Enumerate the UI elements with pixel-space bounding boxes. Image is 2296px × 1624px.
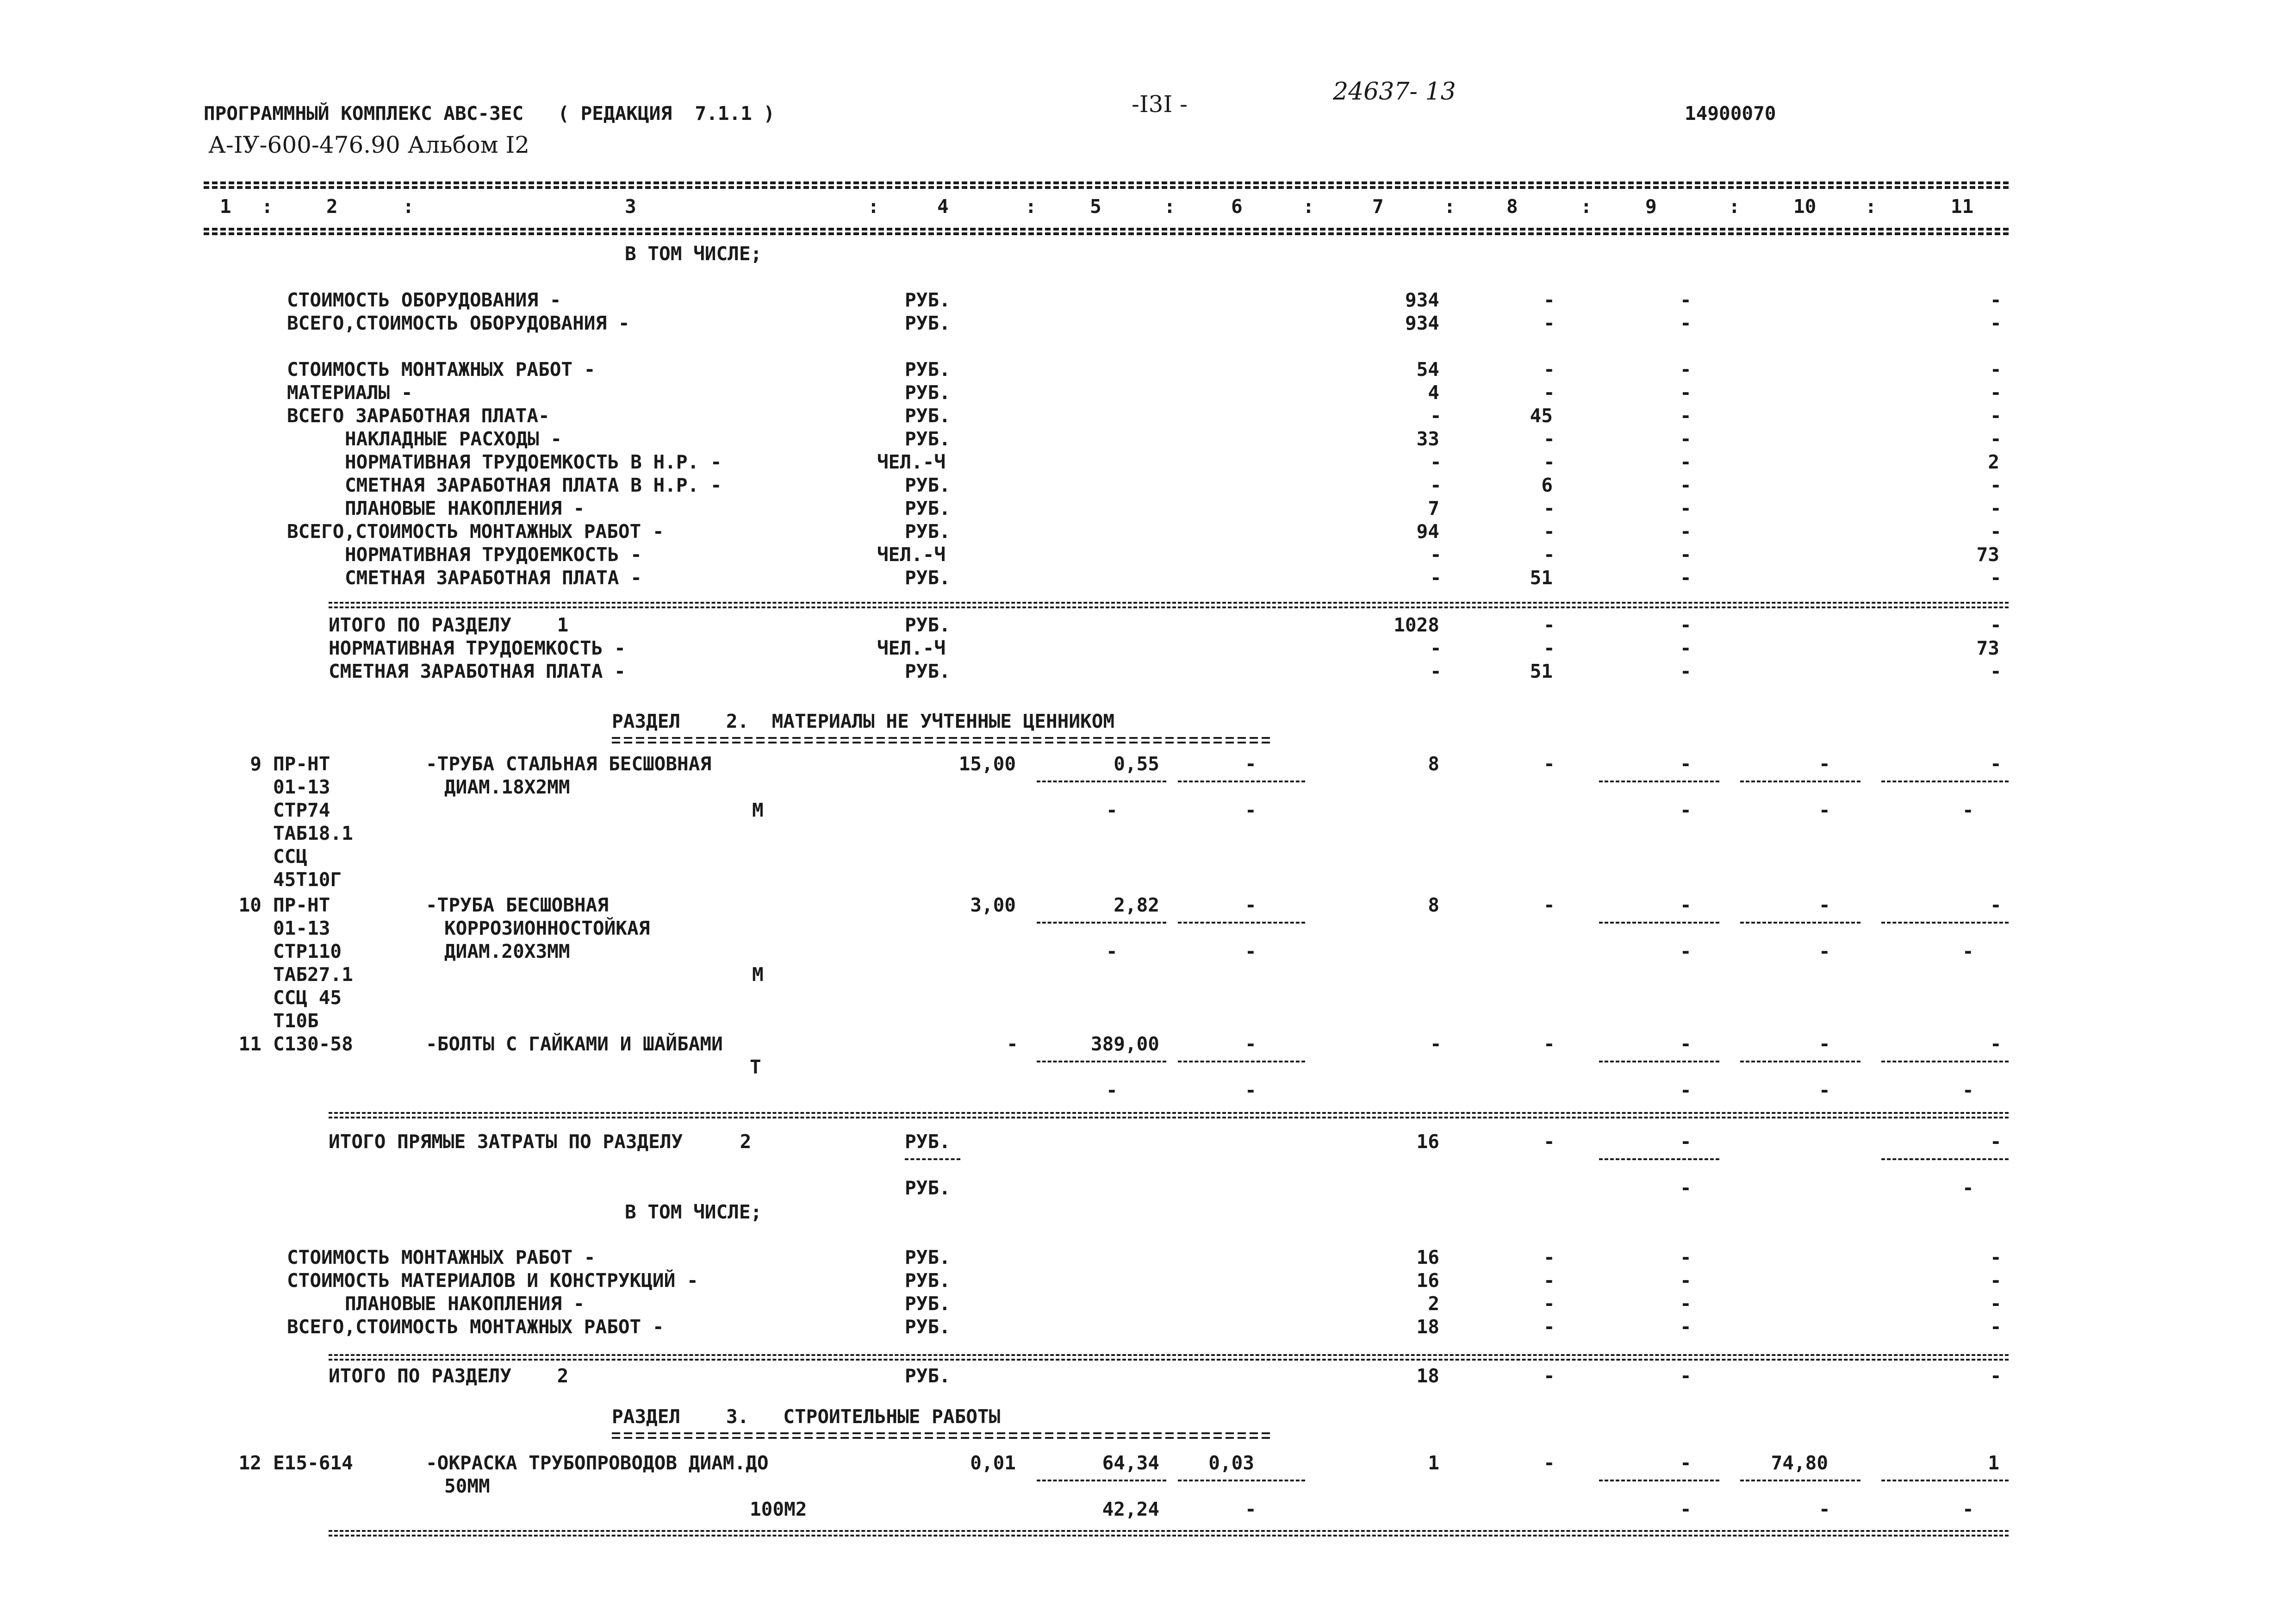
section1-line-c11: - bbox=[1990, 381, 2002, 404]
section1-line-c11: 73 bbox=[1976, 543, 1999, 566]
column-separator: : bbox=[1580, 195, 1592, 218]
section1-line-c8: - bbox=[1543, 428, 1555, 450]
item-code: Е15-614 bbox=[273, 1452, 353, 1474]
section1-line-unit: ЧЕЛ.-Ч bbox=[877, 451, 946, 473]
column-separator: : bbox=[1164, 195, 1176, 218]
section1-line-c8: - bbox=[1543, 543, 1555, 566]
item-secondary-r6: - bbox=[1245, 1498, 1257, 1520]
section2-line-name: ПЛАНОВЫЕ НАКОПЛЕНИЯ - bbox=[345, 1293, 585, 1315]
section2-total-c7: 18 bbox=[1416, 1365, 1439, 1387]
item-subrule-c10 bbox=[1740, 1480, 1860, 1481]
section1-line-c8: - bbox=[1543, 312, 1555, 334]
section1-total-c11: 73 bbox=[1976, 637, 1999, 659]
section2-line-c9: - bbox=[1680, 1246, 1692, 1268]
column-separator: : bbox=[1865, 195, 1877, 218]
section2-direct-subrule-c9 bbox=[1599, 1158, 1719, 1160]
item-secondary-r5: - bbox=[1106, 940, 1118, 962]
item-description-line: -ТРУБА СТАЛЬНАЯ БЕСШОВНАЯ bbox=[426, 753, 712, 775]
item-description-line: -ОКРАСКА ТРУБОПРОВОДОВ ДИАМ.ДО bbox=[426, 1452, 769, 1474]
section1-line-c9: - bbox=[1680, 312, 1692, 334]
item-code-line: 01-13 bbox=[273, 776, 330, 798]
section1-line-c9: - bbox=[1680, 405, 1692, 427]
section1-line-name: НОРМАТИВНАЯ ТРУДОЕМКОСТЬ - bbox=[345, 543, 642, 566]
section2-total-divider-2 bbox=[329, 1359, 2009, 1361]
item-c10: - bbox=[1819, 894, 1830, 916]
item-c8: - bbox=[1543, 753, 1555, 775]
section2-direct-c8: - bbox=[1543, 1131, 1555, 1153]
item-secondary-r6: - bbox=[1245, 799, 1257, 821]
item-secondary-r10: - bbox=[1819, 940, 1830, 962]
item-c10: 74,80 bbox=[1771, 1452, 1828, 1474]
section1-line-c9: - bbox=[1680, 543, 1692, 566]
section3-bottom-rule-2 bbox=[329, 1535, 2009, 1537]
section1-line-c9: - bbox=[1680, 497, 1692, 519]
item-secondary-r5: - bbox=[1106, 799, 1118, 821]
section1-line-unit: РУБ. bbox=[905, 567, 951, 589]
section2-line-c8: - bbox=[1543, 1293, 1555, 1315]
section1-line-name: ВСЕГО,СТОИМОСТЬ ОБОРУДОВАНИЯ - bbox=[287, 312, 630, 334]
section1-line-c7: - bbox=[1430, 474, 1442, 496]
section2-items-divider bbox=[329, 1112, 2009, 1114]
section1-line-c7: - bbox=[1430, 405, 1442, 427]
item-subrule-c9 bbox=[1599, 1061, 1719, 1062]
section1-line-c8: 51 bbox=[1530, 567, 1553, 589]
item-subrule-c6 bbox=[1178, 1480, 1305, 1481]
section1-line-c9: - bbox=[1680, 289, 1692, 311]
section2-direct-c7: 16 bbox=[1416, 1131, 1439, 1153]
item-c5: 2,82 bbox=[1114, 894, 1159, 916]
item-number: 11 bbox=[238, 1033, 261, 1055]
section1-line-c7: 934 bbox=[1405, 312, 1439, 334]
item-subrule-c11 bbox=[1881, 1061, 2009, 1062]
section1-line-name: СТОИМОСТЬ МОНТАЖНЫХ РАБОТ - bbox=[287, 358, 596, 381]
item-code-line: ТАБ27.1 bbox=[273, 963, 353, 986]
item-subrule-c5 bbox=[1037, 781, 1166, 782]
item-unit: М bbox=[752, 963, 764, 986]
section2-line-c8: - bbox=[1543, 1316, 1555, 1338]
section2-direct-c9: - bbox=[1680, 1131, 1692, 1153]
item-subrule-c11 bbox=[1881, 922, 2009, 924]
item-subrule-c6 bbox=[1178, 781, 1305, 782]
section1-line-c9: - bbox=[1680, 520, 1692, 543]
item-code-line: ПР-НТ bbox=[273, 894, 330, 916]
header-rule-top-2 bbox=[204, 186, 2009, 189]
section1-total-name: ИТОГО ПО РАЗДЕЛУ 1 bbox=[329, 614, 569, 636]
section1-total-c8: 51 bbox=[1530, 660, 1553, 682]
section3-bottom-rule bbox=[329, 1530, 2009, 1532]
column-separator: : bbox=[403, 195, 414, 218]
section2-line-unit: РУБ. bbox=[905, 1293, 951, 1315]
section1-total-c11: - bbox=[1990, 614, 2002, 636]
section1-line-c11: 2 bbox=[1988, 451, 1999, 473]
column-number-4: 4 bbox=[937, 195, 949, 218]
section2-total-divider bbox=[329, 1354, 2009, 1356]
section1-line-c11: - bbox=[1990, 474, 2002, 496]
section1-line-c7: 7 bbox=[1428, 497, 1439, 519]
section1-line-c11: - bbox=[1990, 312, 2002, 334]
section1-total-name: НОРМАТИВНАЯ ТРУДОЕМКОСТЬ - bbox=[329, 637, 626, 659]
item-secondary-r5: - bbox=[1106, 1079, 1118, 1101]
item-c11: - bbox=[1990, 1033, 2002, 1055]
column-separator: : bbox=[1025, 195, 1037, 218]
section1-line-c9: - bbox=[1680, 567, 1692, 589]
item-subrule-c9 bbox=[1599, 922, 1719, 924]
section2-direct-secondary-c11: - bbox=[1962, 1177, 1974, 1199]
section2-total-c9: - bbox=[1680, 1365, 1692, 1387]
section1-line-unit: РУБ. bbox=[905, 520, 951, 543]
item-secondary-r6: - bbox=[1245, 1079, 1257, 1101]
item-c8: - bbox=[1543, 1033, 1555, 1055]
section1-line-c7: 934 bbox=[1405, 289, 1439, 311]
album-reference: А-IУ-600-476.90 Альбом I2 bbox=[208, 131, 530, 158]
item-secondary-r9: - bbox=[1680, 940, 1692, 962]
section2-direct-unit-secondary: РУБ. bbox=[905, 1177, 951, 1199]
column-separator: : bbox=[1303, 195, 1314, 218]
section1-line-c7: - bbox=[1430, 451, 1442, 473]
column-number-1: 1 bbox=[220, 195, 231, 218]
section1-line-unit: РУБ. bbox=[905, 497, 951, 519]
section1-divider bbox=[329, 602, 2009, 604]
section1-total-unit: ЧЕЛ.-Ч bbox=[877, 637, 946, 659]
item-unit: 100М2 bbox=[750, 1498, 807, 1520]
item-c5: 0,55 bbox=[1114, 753, 1159, 775]
section1-total-c7: - bbox=[1430, 637, 1442, 659]
item-code-line: ТАБ18.1 bbox=[273, 822, 353, 844]
item-c4: 3,00 bbox=[970, 894, 1016, 916]
section1-line-c8: 45 bbox=[1530, 405, 1553, 427]
section2-title: РАЗДЕЛ 2. МАТЕРИАЛЫ НЕ УЧТЕННЫЕ ЦЕННИКОМ bbox=[612, 710, 1115, 732]
section1-line-name: СМЕТНАЯ ЗАРАБОТНАЯ ПЛАТА В Н.Р. - bbox=[345, 474, 722, 496]
item-secondary-r9: - bbox=[1680, 1079, 1692, 1101]
section1-line-name: ВСЕГО,СТОИМОСТЬ МОНТАЖНЫХ РАБОТ - bbox=[287, 520, 664, 543]
section2-total-name: ИТОГО ПО РАЗДЕЛУ 2 bbox=[329, 1365, 569, 1387]
item-c6: - bbox=[1245, 894, 1257, 916]
section1-total-c7: 1028 bbox=[1394, 614, 1439, 636]
item-c9: - bbox=[1680, 894, 1692, 916]
item-subrule-c10 bbox=[1740, 781, 1860, 782]
section1-line-c7: 54 bbox=[1416, 358, 1439, 381]
section2-line-unit: РУБ. bbox=[905, 1269, 951, 1292]
item-description-line: ДИАМ.18Х2ММ bbox=[444, 776, 570, 798]
item-subrule-c11 bbox=[1881, 1480, 2009, 1481]
section2-direct-name: ИТОГО ПРЯМЫЕ ЗАТРАТЫ ПО РАЗДЕЛУ 2 bbox=[329, 1131, 752, 1153]
item-secondary-r10: - bbox=[1819, 1079, 1830, 1101]
item-description-line: КОРРОЗИОННОСТОЙКАЯ bbox=[444, 917, 650, 939]
item-secondary-r11: - bbox=[1962, 940, 1974, 962]
item-description-line: ДИАМ.20Х3ММ bbox=[444, 940, 570, 962]
section1-line-unit: РУБ. bbox=[905, 474, 951, 496]
column-number-9: 9 bbox=[1645, 195, 1657, 218]
section1-line-c11: - bbox=[1990, 405, 2002, 427]
section2-line-name: СТОИМОСТЬ МОНТАЖНЫХ РАБОТ - bbox=[287, 1246, 596, 1268]
section1-line-name: МАТЕРИАЛЫ - bbox=[287, 381, 413, 404]
item-subrule-c9 bbox=[1599, 1480, 1719, 1481]
item-c11: - bbox=[1990, 894, 2002, 916]
section1-line-unit: РУБ. bbox=[905, 289, 951, 311]
section2-line-unit: РУБ. bbox=[905, 1316, 951, 1338]
item-c8: - bbox=[1543, 1452, 1555, 1474]
item-code-line: ПР-НТ bbox=[273, 753, 330, 775]
section1-line-name: ВСЕГО ЗАРАБОТНАЯ ПЛАТА- bbox=[287, 405, 550, 427]
item-subrule-c5 bbox=[1037, 1061, 1166, 1062]
section2-total-c11: - bbox=[1990, 1365, 2002, 1387]
section2-items-divider-2 bbox=[329, 1117, 2009, 1118]
section1-line-c7: 4 bbox=[1428, 381, 1439, 404]
section1-total-unit: РУБ. bbox=[905, 660, 951, 682]
column-number-10: 10 bbox=[1793, 195, 1817, 218]
section2-line-c9: - bbox=[1680, 1293, 1692, 1315]
section2-line-name: СТОИМОСТЬ МАТЕРИАЛОВ И КОНСТРУКЦИЙ - bbox=[287, 1269, 698, 1292]
item-c11: 1 bbox=[1988, 1452, 1999, 1474]
item-c6: - bbox=[1245, 1033, 1257, 1055]
section1-line-c8: - bbox=[1543, 497, 1555, 519]
column-number-3: 3 bbox=[625, 195, 636, 218]
section2-line-c8: - bbox=[1543, 1246, 1555, 1268]
column-number-5: 5 bbox=[1090, 195, 1101, 218]
item-subrule-c6 bbox=[1178, 1061, 1305, 1062]
section1-line-c8: - bbox=[1543, 520, 1555, 543]
program-title: ПРОГРАММНЫЙ КОМПЛЕКС АВС-3ЕС ( РЕДАКЦИЯ 7.1.1 ) bbox=[204, 102, 775, 125]
column-separator: : bbox=[868, 195, 879, 218]
item-secondary-r10: - bbox=[1819, 799, 1830, 821]
section1-line-c9: - bbox=[1680, 381, 1692, 404]
column-separator: : bbox=[1444, 195, 1456, 218]
section1-divider-2 bbox=[329, 606, 2009, 608]
item-secondary-r11: - bbox=[1962, 799, 1974, 821]
section1-line-name: СМЕТНАЯ ЗАРАБОТНАЯ ПЛАТА - bbox=[345, 567, 642, 589]
section2-line-c11: - bbox=[1990, 1293, 2002, 1315]
item-c11: - bbox=[1990, 753, 2002, 775]
item-c5: 64,34 bbox=[1102, 1452, 1159, 1474]
section2-direct-c11: - bbox=[1990, 1131, 2002, 1153]
column-number-6: 6 bbox=[1231, 195, 1243, 218]
section1-line-unit: РУБ. bbox=[905, 428, 951, 450]
column-separator: : bbox=[261, 195, 273, 218]
section1-line-name: НОРМАТИВНАЯ ТРУДОЕМКОСТЬ В Н.Р. - bbox=[345, 451, 722, 473]
section1-line-c11: - bbox=[1990, 289, 2002, 311]
column-number-11: 11 bbox=[1951, 195, 1974, 218]
column-number-2: 2 bbox=[326, 195, 338, 218]
item-code-line: Т10Б bbox=[273, 1010, 319, 1032]
item-c6: - bbox=[1245, 753, 1257, 775]
header-rule-bottom bbox=[204, 228, 2009, 231]
section1-line-name: ПЛАНОВЫЕ НАКОПЛЕНИЯ - bbox=[345, 497, 585, 519]
column-number-7: 7 bbox=[1372, 195, 1384, 218]
item-code-line: СТР74 bbox=[273, 799, 330, 821]
header-rule-bottom-2 bbox=[204, 232, 2009, 235]
section1-line-unit: РУБ. bbox=[905, 381, 951, 404]
section1-line-unit: РУБ. bbox=[905, 358, 951, 381]
item-secondary-r5: 42,24 bbox=[1102, 1498, 1159, 1520]
section2-total-unit: РУБ. bbox=[905, 1365, 951, 1387]
section2-direct-secondary-c9: - bbox=[1680, 1177, 1692, 1199]
section1-line-c7: - bbox=[1430, 567, 1442, 589]
section3-title-underline bbox=[612, 1432, 1274, 1439]
section1-line-c9: - bbox=[1680, 428, 1692, 450]
item-subrule-c10 bbox=[1740, 1061, 1860, 1062]
section1-line-c11: - bbox=[1990, 358, 2002, 381]
item-number: 9 bbox=[250, 753, 261, 775]
section2-line-c7: 18 bbox=[1416, 1316, 1439, 1338]
section2-title-underline bbox=[612, 737, 1274, 743]
column-number-8: 8 bbox=[1506, 195, 1518, 218]
item-c7: 8 bbox=[1428, 753, 1439, 775]
item-subrule-c5 bbox=[1037, 1480, 1166, 1481]
section2-line-c7: 16 bbox=[1416, 1246, 1439, 1268]
section1-line-c8: - bbox=[1543, 358, 1555, 381]
section2-direct-subrule-unit bbox=[905, 1158, 960, 1160]
section1-line-c8: - bbox=[1543, 381, 1555, 404]
section1-line-c11: - bbox=[1990, 567, 2002, 589]
section2-line-c7: 2 bbox=[1428, 1293, 1439, 1315]
section1-line-unit: РУБ. bbox=[905, 312, 951, 334]
section1-total-c7: - bbox=[1430, 660, 1442, 682]
item-c10: - bbox=[1819, 753, 1830, 775]
item-subrule-c10 bbox=[1740, 922, 1860, 924]
section1-including-label: В ТОМ ЧИСЛЕ; bbox=[625, 243, 762, 265]
section1-total-c9: - bbox=[1680, 637, 1692, 659]
section1-line-c8: - bbox=[1543, 451, 1555, 473]
section1-line-c11: - bbox=[1990, 497, 2002, 519]
item-c5: 389,00 bbox=[1090, 1033, 1159, 1055]
item-secondary-r9: - bbox=[1680, 799, 1692, 821]
section2-line-c11: - bbox=[1990, 1246, 2002, 1268]
item-secondary-r11: - bbox=[1962, 1498, 1974, 1520]
section3-title: РАЗДЕЛ 3. СТРОИТЕЛЬНЫЕ РАБОТЫ bbox=[612, 1405, 1001, 1428]
item-code-line: С130-58 bbox=[273, 1033, 353, 1055]
section1-line-c9: - bbox=[1680, 358, 1692, 381]
item-subrule-c6 bbox=[1178, 922, 1305, 924]
item-c9: - bbox=[1680, 1033, 1692, 1055]
section1-line-c11: - bbox=[1990, 520, 2002, 543]
item-c9: - bbox=[1680, 753, 1692, 775]
document-code: 14900070 bbox=[1685, 102, 1776, 125]
section1-total-c8: - bbox=[1543, 614, 1555, 636]
item-c10: - bbox=[1819, 1033, 1830, 1055]
section2-line-c11: - bbox=[1990, 1269, 2002, 1292]
item-c4: - bbox=[1007, 1033, 1018, 1055]
item-subrule-c11 bbox=[1881, 781, 2009, 782]
section1-total-name: СМЕТНАЯ ЗАРАБОТНАЯ ПЛАТА - bbox=[329, 660, 626, 682]
header-rule-top bbox=[204, 181, 2009, 184]
section1-line-c9: - bbox=[1680, 451, 1692, 473]
item-c6: 0,03 bbox=[1208, 1452, 1254, 1474]
section2-line-c8: - bbox=[1543, 1269, 1555, 1292]
item-code-line: СТР110 bbox=[273, 940, 342, 962]
item-c8: - bbox=[1543, 894, 1555, 916]
section1-total-c8: - bbox=[1543, 637, 1555, 659]
section2-line-name: ВСЕГО,СТОИМОСТЬ МОНТАЖНЫХ РАБОТ - bbox=[287, 1316, 664, 1338]
section1-line-c8: 6 bbox=[1541, 474, 1553, 496]
column-separator: : bbox=[1729, 195, 1740, 218]
section1-line-c9: - bbox=[1680, 474, 1692, 496]
item-secondary-r11: - bbox=[1962, 1079, 1974, 1101]
item-description-line: -ТРУБА БЕСШОВНАЯ bbox=[426, 894, 609, 916]
page-number: -I3I - bbox=[1132, 91, 1188, 118]
section1-line-unit: ЧЕЛ.-Ч bbox=[877, 543, 946, 566]
section2-direct-subrule-c11 bbox=[1881, 1158, 2009, 1160]
item-c9: - bbox=[1680, 1452, 1692, 1474]
item-subrule-c5 bbox=[1037, 922, 1166, 924]
section1-line-c7: 94 bbox=[1416, 520, 1439, 543]
item-secondary-r6: - bbox=[1245, 940, 1257, 962]
item-secondary-r9: - bbox=[1680, 1498, 1692, 1520]
item-code-line: 45Т10Г bbox=[273, 868, 342, 891]
item-c4: 0,01 bbox=[970, 1452, 1016, 1474]
section1-total-c9: - bbox=[1680, 660, 1692, 682]
section2-total-c8: - bbox=[1543, 1365, 1555, 1387]
section2-line-c9: - bbox=[1680, 1269, 1692, 1292]
item-unit: Т bbox=[750, 1056, 761, 1078]
section2-line-c11: - bbox=[1990, 1316, 2002, 1338]
section2-line-c9: - bbox=[1680, 1316, 1692, 1338]
section1-line-c11: - bbox=[1990, 428, 2002, 450]
section2-including-label: В ТОМ ЧИСЛЕ; bbox=[625, 1201, 762, 1223]
item-code-line: ССЦ 45 bbox=[273, 987, 342, 1009]
item-unit: М bbox=[752, 799, 764, 821]
section1-total-unit: РУБ. bbox=[905, 614, 951, 636]
handwritten-note: 24637- 13 bbox=[1333, 78, 1456, 106]
item-subrule-c9 bbox=[1599, 781, 1719, 782]
item-description-line: 50ММ bbox=[444, 1475, 490, 1497]
section1-line-name: СТОИМОСТЬ ОБОРУДОВАНИЯ - bbox=[287, 289, 561, 311]
section1-line-unit: РУБ. bbox=[905, 405, 951, 427]
section1-line-c7: - bbox=[1430, 543, 1442, 566]
section2-direct-unit: РУБ. bbox=[905, 1131, 951, 1153]
section2-line-unit: РУБ. bbox=[905, 1246, 951, 1268]
item-number: 12 bbox=[238, 1452, 261, 1474]
item-c7: 8 bbox=[1428, 894, 1439, 916]
item-c7: 1 bbox=[1428, 1452, 1439, 1474]
item-c4: 15,00 bbox=[958, 753, 1016, 775]
item-code-line: 01-13 bbox=[273, 917, 330, 939]
item-c7: - bbox=[1430, 1033, 1442, 1055]
section1-line-name: НАКЛАДНЫЕ РАСХОДЫ - bbox=[345, 428, 562, 450]
item-secondary-r10: - bbox=[1819, 1498, 1830, 1520]
item-number: 10 bbox=[238, 894, 261, 916]
item-description-line: -БОЛТЫ С ГАЙКАМИ И ШАЙБАМИ bbox=[426, 1033, 723, 1055]
section1-total-c9: - bbox=[1680, 614, 1692, 636]
section2-line-c7: 16 bbox=[1416, 1269, 1439, 1292]
section1-line-c8: - bbox=[1543, 289, 1555, 311]
section1-line-c7: 33 bbox=[1416, 428, 1439, 450]
section1-total-c11: - bbox=[1990, 660, 2002, 682]
item-code-line: ССЦ bbox=[273, 845, 308, 868]
